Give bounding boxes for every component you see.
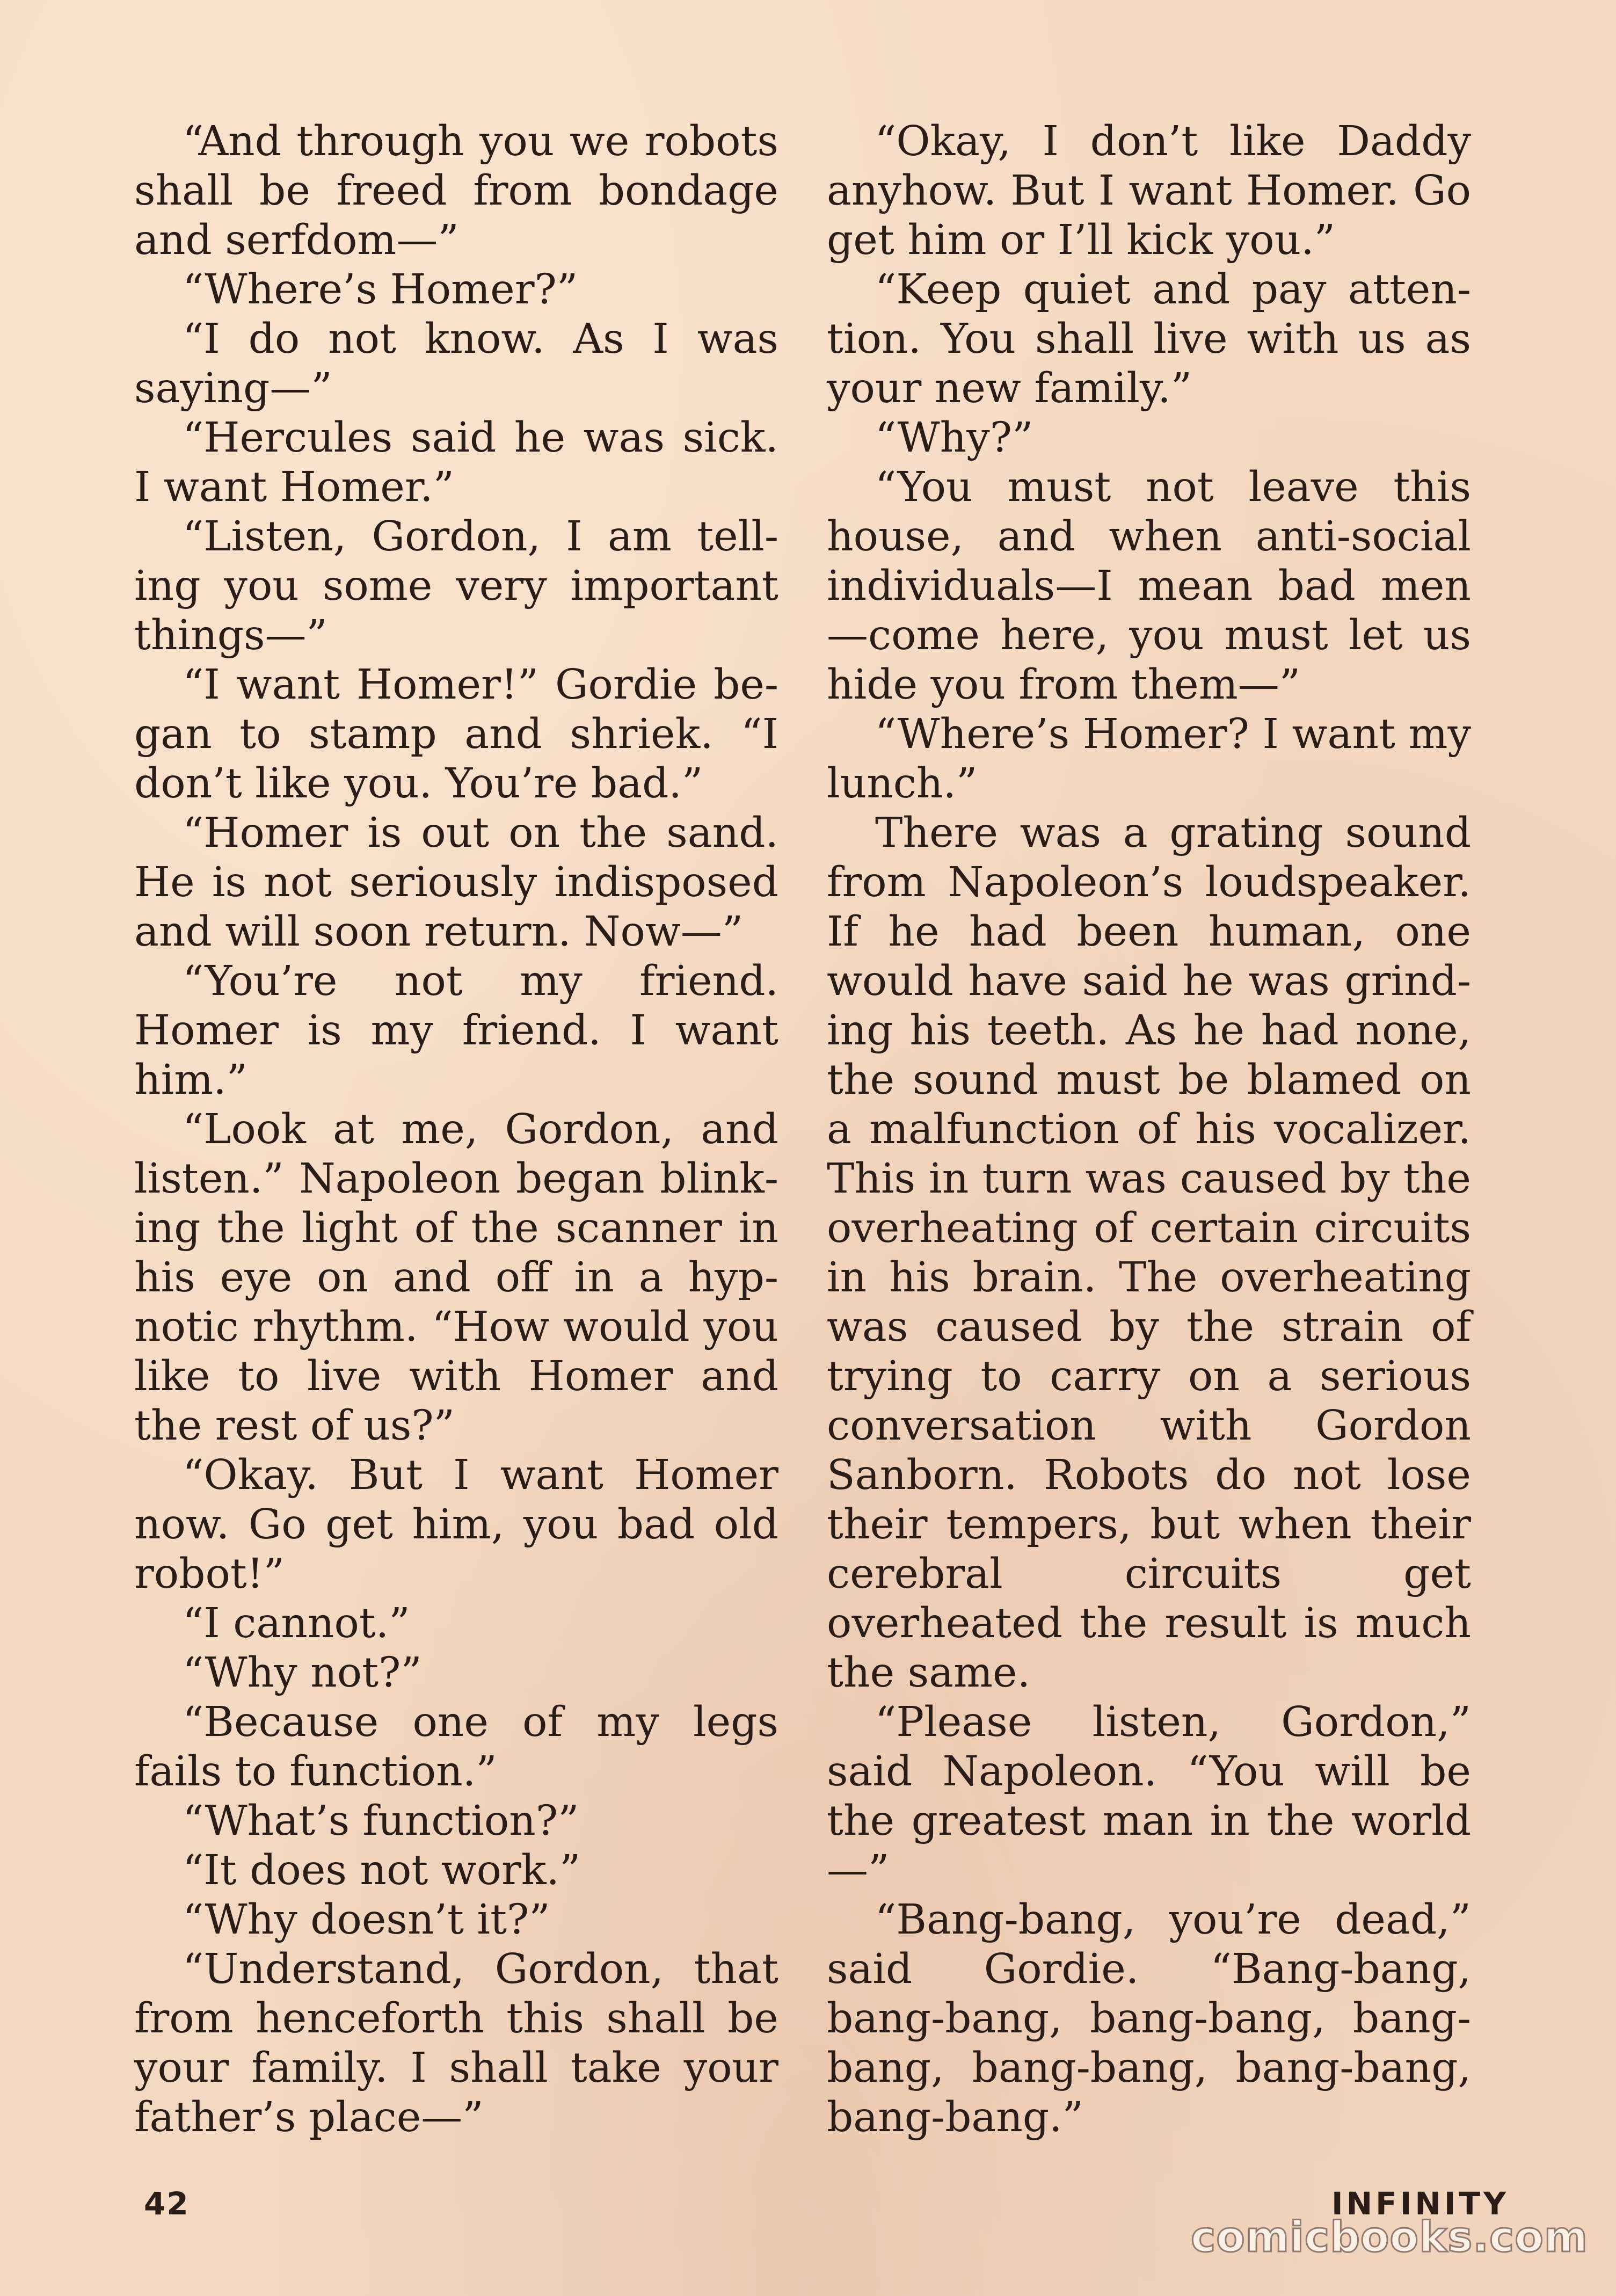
paragraph: “Why?” <box>875 414 1033 462</box>
paragraph: “You must not leave this house, and when anti-social individuals—I mean bad men —come here, you must let us hide you from them—” <box>827 463 1471 709</box>
paragraph: “Why not?” <box>183 1649 422 1697</box>
paragraph: “Hercules said he was sick. I want Homer.” <box>134 414 778 511</box>
paragraph: “It does not work.” <box>183 1847 581 1894</box>
paragraph: “Keep quiet and pay attention. You shall live with us as your new family.” <box>827 266 1471 412</box>
paragraph: There was a grating sound from Napoleon’s loudspeaker. If he had been human, one would have said he was grinding his teeth. As he had none, the sound must be blamed on a malfunction of his vocalizer. This in turn was caused by the overheating of certain circuits in his brain. The overheating was caused by the strain of trying to carry on a serious conversation with Gordon Sanborn. Robots do not lose their tempers, but when their cerebral circuits get overheated the result is much the same. <box>827 809 1471 1697</box>
page-number: 42 <box>144 2185 190 2222</box>
paragraph: “And through you we robots shall be freed from bondage and serfdom—” <box>134 118 778 264</box>
paragraph: “What’s function?” <box>183 1797 579 1845</box>
paragraph: “I do not know. As I was saying—” <box>134 315 778 412</box>
paragraph: “Look at me, Gordon, and listen.” Napoleon began blinking the light of the scanner in his eye on and off in a hypnotic rhythm. “How would you like to live with Homer and the rest of us?” <box>134 1106 778 1450</box>
paragraph: “Where’s Homer?” <box>183 266 578 314</box>
right-text-column <box>827 117 1471 2142</box>
paragraph: “Why doesn’t it?” <box>183 1896 550 1944</box>
paragraph: “Homer is out on the sand. He is not seriously indisposed and will soon return. Now—” <box>134 809 778 956</box>
paragraph: “Okay, I don’t like Daddy anyhow. But I want Homer. Go get him or I’ll kick you.” <box>827 118 1471 264</box>
paragraph: “I cannot.” <box>183 1600 410 1647</box>
paragraph: “Please listen, Gordon,” said Napoleon. “You will be the greatest man in the world—” <box>827 1698 1471 1894</box>
paragraph: “Understand, Gordon, that from henceforth this shall be your family. I shall take your father’s place—” <box>134 1945 778 2141</box>
paragraph: “You’re not my friend. Homer is my friend. I want him.” <box>134 957 778 1104</box>
left-text-column <box>134 117 778 2142</box>
magazine-title: INFINITY <box>1331 2185 1510 2222</box>
paragraph: “I want Homer!” Gordie began to stamp and shriek. “I don’t like you. You’re bad.” <box>134 661 778 808</box>
paragraph: “Bang-bang, you’re dead,” said Gordie. “Bang-bang, bang-bang, bang-bang, bang-bang, bang-bang, bang-bang, bang-bang.” <box>827 1896 1471 2141</box>
paragraph: “Where’s Homer? I want my lunch.” <box>827 710 1471 808</box>
paragraph: “Listen, Gordon, I am telling you some very important things—” <box>134 513 778 659</box>
watermark: comicbooks.com <box>1191 2213 1589 2262</box>
paragraph: “Because one of my legs fails to function.” <box>134 1698 778 1796</box>
paragraph: “Okay. But I want Homer now. Go get him, you bad old robot!” <box>134 1451 778 1598</box>
